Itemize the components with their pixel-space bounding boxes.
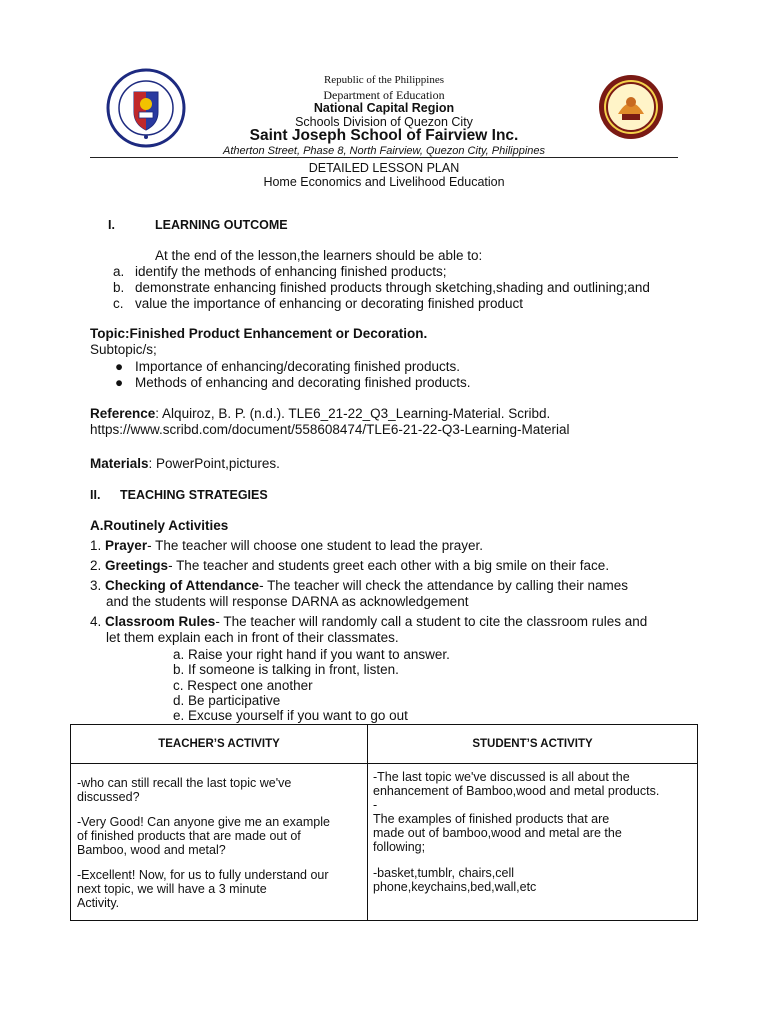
activity-item-rules bbox=[90, 614, 647, 629]
item-number: 2. bbox=[90, 558, 102, 573]
objective-text: identify the methods of enhancing finished products; bbox=[135, 264, 447, 279]
topic-label: Topic:Finished Product Enhancement or Decoration. bbox=[90, 326, 428, 341]
student-line: following; bbox=[373, 840, 426, 854]
item-text: - The teacher will choose one student to lead the prayer. bbox=[147, 538, 484, 553]
student-line: - bbox=[373, 798, 378, 812]
student-line: -basket,tumblr, chairs,cell bbox=[373, 866, 515, 880]
reference-url: https://www.scribd.com/document/558608474/TLE6-21-22-Q3-Learning-Material bbox=[90, 422, 570, 437]
item-text: - The teacher will randomly call a student to cite the classroom rules and bbox=[215, 614, 648, 629]
header-label: TEACHER’S ACTIVITY bbox=[158, 738, 280, 750]
item-text: - The teacher will check the attendance by calling their names bbox=[259, 578, 629, 593]
item-number: 4. bbox=[90, 614, 102, 629]
rule-item: a. Raise your right hand if you want to answer. bbox=[173, 647, 450, 662]
reference-text: : Alquiroz, B. P. (n.d.). TLE6_21-22_Q3_Learning-Material. Scribd. bbox=[155, 406, 551, 421]
item-text: - The teacher and students greet each other with a big smile on their face. bbox=[168, 558, 610, 573]
section1-title: LEARNING OUTCOME bbox=[155, 218, 288, 232]
school-address: Atherton Street, Phase 8, North Fairview, Quezon City, Philippines bbox=[222, 145, 545, 157]
teacher-line: -Excellent! Now, for us to fully understand our bbox=[77, 868, 329, 882]
section2-numeral: II. bbox=[90, 488, 101, 502]
header-region: National Capital Region bbox=[313, 101, 455, 115]
objective-letter: c. bbox=[113, 296, 124, 311]
header-republic: Republic of the Philippines bbox=[323, 74, 445, 86]
rule-item: c. Respect one another bbox=[173, 678, 313, 693]
teacher-line: Bamboo, wood and metal? bbox=[77, 843, 226, 857]
section1-intro: At the end of the lesson,the learners should be able to: bbox=[155, 248, 483, 263]
teacher-line: -Very Good! Can anyone give me an example bbox=[77, 815, 330, 829]
objective-text: value the importance of enhancing or decorating finished product bbox=[135, 296, 523, 311]
student-line: phone,keychains,bed,wall,etc bbox=[373, 880, 537, 894]
student-line: The examples of finished products that are bbox=[373, 812, 610, 826]
section1-numeral: I. bbox=[108, 218, 115, 232]
subtopic-item: Methods of enhancing and decorating finished products. bbox=[135, 375, 471, 390]
teacher-activity-header bbox=[71, 725, 368, 764]
teacher-line: -who can still recall the last topic we've bbox=[77, 776, 292, 790]
subtopic-label: Subtopic/s; bbox=[90, 342, 157, 357]
header-division: Schools Division of Quezon City bbox=[295, 115, 473, 129]
item-label: Checking of Attendance bbox=[105, 578, 260, 593]
teacher-activity-cell bbox=[71, 764, 368, 921]
objective-text: demonstrate enhancing finished products through sketching,shading and outlining;and bbox=[135, 280, 650, 295]
section2-title: TEACHING STRATEGIES bbox=[120, 488, 268, 502]
student-activity-header bbox=[368, 725, 698, 764]
plan-type: DETAILED LESSON PLAN bbox=[308, 161, 460, 175]
teacher-line: of finished products that are made out of bbox=[77, 829, 301, 843]
item-number: 3. bbox=[90, 578, 102, 593]
item-text-continued: and the students will response DARNA as acknowledgement bbox=[106, 594, 469, 609]
bullet-icon: ● bbox=[115, 375, 124, 390]
rule-item: d. Be participative bbox=[173, 693, 281, 708]
rule-item: e. Excuse yourself if you want to go out bbox=[173, 708, 408, 723]
student-activity-cell bbox=[368, 764, 698, 921]
materials-label: Materials bbox=[90, 456, 149, 471]
plan-subject: Home Economics and Livelihood Education bbox=[263, 175, 505, 189]
student-line: enhancement of Bamboo,wood and metal products. bbox=[373, 784, 660, 798]
item-label: Greetings bbox=[105, 558, 169, 573]
activity-item-attendance bbox=[90, 578, 628, 593]
materials-line bbox=[90, 456, 280, 471]
activity-item-greetings bbox=[90, 558, 609, 573]
objective-letter: b. bbox=[113, 280, 125, 295]
student-line: made out of bamboo,wood and metal are the bbox=[373, 826, 622, 840]
item-label: Classroom Rules bbox=[105, 614, 216, 629]
subtopic-item: Importance of enhancing/decorating finished products. bbox=[135, 359, 460, 374]
student-line: -The last topic we've discussed is all about the bbox=[373, 770, 630, 784]
materials-text: : PowerPoint,pictures. bbox=[148, 456, 280, 471]
header-department: Department of Education bbox=[323, 88, 445, 102]
routinely-activities-heading: A.Routinely Activities bbox=[90, 518, 229, 533]
activity-item-prayer bbox=[90, 538, 483, 553]
item-label: Prayer bbox=[105, 538, 148, 553]
header-label: STUDENT’S ACTIVITY bbox=[472, 738, 593, 750]
reference-label: Reference bbox=[90, 406, 156, 421]
item-text-continued: let them explain each in front of their classmates. bbox=[106, 630, 399, 645]
objective-letter: a. bbox=[113, 264, 125, 279]
reference-line bbox=[90, 406, 550, 421]
teacher-line: next topic, we will have a 3 minute bbox=[77, 882, 267, 896]
teacher-line: Activity. bbox=[77, 896, 120, 910]
bullet-icon: ● bbox=[115, 359, 124, 374]
header-divider bbox=[90, 157, 678, 158]
teacher-line: discussed? bbox=[77, 790, 140, 804]
item-number: 1. bbox=[90, 538, 102, 553]
activity-table bbox=[70, 724, 698, 921]
rule-item: b. If someone is talking in front, listen. bbox=[173, 662, 399, 677]
school-name: Saint Joseph School of Fairview Inc. bbox=[249, 127, 519, 144]
